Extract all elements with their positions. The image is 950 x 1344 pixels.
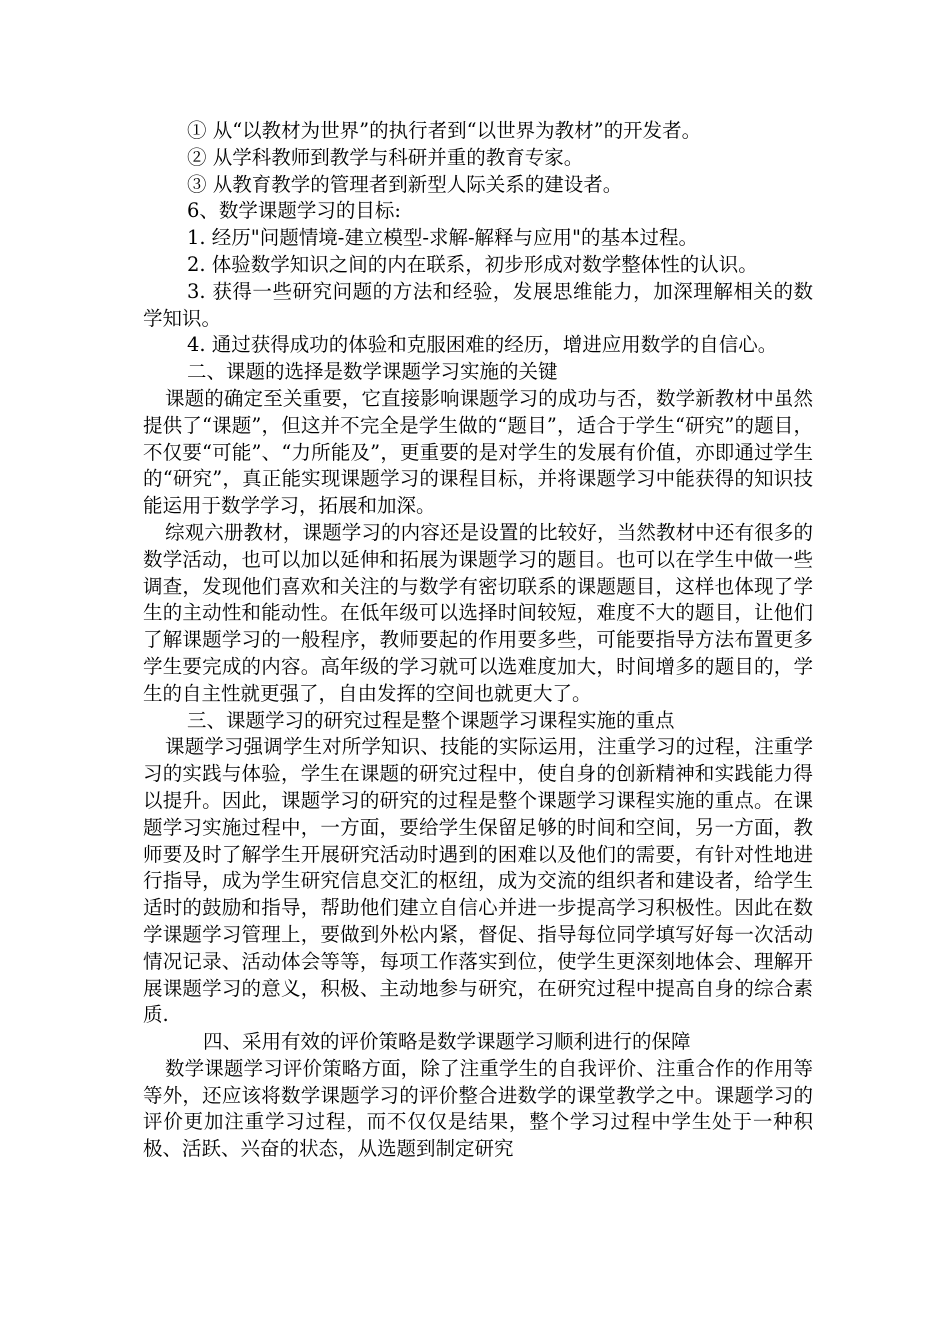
- role-item-2: ② 从学科教师到教学与科研并重的教育专家。: [187, 145, 584, 169]
- goal-item-3: 3. 获得一些研究问题的方法和经验，发展思维能力，加深理解相关的数学知识。: [143, 279, 813, 330]
- paragraph-2b: 综观六册教材，课题学习的内容还是设置的比较好，当然教材中还有很多的数学活动，也可以加以延伸和拓展为课题学习的题目。也可以在学生中做一些调查，发现他们喜欢和关注的与数学有密切联系的课题题目，这样也体现了学生的主动性和能动性。在低年级可以选择时间较短，难度不大的题目，让他们了解课题学习的一般程序，教师要起的作用要多些，可能要指导方法布置更多学生要完成的内容。高年级的学习就可以选难度加大，时间增多的题目的，学生的自主性就更强了，自由发挥的空间也就更大了。: [143, 520, 813, 705]
- goal-item-4: 4. 通过获得成功的体验和克服困难的经历，增进应用数学的自信心。: [187, 333, 778, 357]
- section-6-title: 6、数学课题学习的目标:: [187, 199, 401, 223]
- paragraph-3: 课题学习强调学生对所学知识、技能的实际运用，注重学习的过程，注重学习的实践与体验，学生在课题的研究过程中，使自身的创新精神和实践能力得以提升。因此，课题学习的研究的过程是整个课题学习课程实施的重点。在课题学习实施过程中，一方面，要给学生保留足够的时间和空间，另一方面，教师要及时了解学生开展研究活动时遇到的困难以及他们的需要，有针对性地进行指导，成为学生研究信息交汇的枢纽，成为交流的组织者和建设者，给学生适时的鼓励和指导，帮助他们建立自信心并进一步提高学习积极性。因此在数学课题学习管理上，要做到外松内紧，督促、指导每位同学填写好每一次活动情况记录、活动体会等等，每项工作落实到位，使学生更深刻地体会、理解开展课题学习的意义，积极、主动地参与研究，在研究过程中提高自身的综合素质.: [143, 735, 813, 1027]
- section-heading-3: 三、课题学习的研究过程是整个课题学习课程实施的重点: [187, 708, 675, 732]
- goal-item-2: 2. 体验数学知识之间的内在联系，初步形成对数学整体性的认识。: [187, 252, 758, 276]
- section-heading-4: 四、采用有效的评价策略是数学课题学习顺利进行的保障: [203, 1030, 691, 1054]
- goal-item-1: 1. 经历"问题情境-建立模型-求解-解释与应用"的基本过程。: [187, 226, 699, 250]
- section-heading-2: 二、课题的选择是数学课题学习实施的关键: [187, 360, 558, 384]
- role-item-3: ③ 从教育教学的管理者到新型人际关系的建设者。: [187, 172, 623, 196]
- paragraph-2a: 课题的确定至关重要，它直接影响课题学习的成功与否，数学新教材中虽然提供了“课题”，但这并不完全是学生做的“题目”，适合于学生“研究”的题目，不仅要“可能”、“力所能及”，更重要的是对学生的发展有价值，亦即通过学生的“研究”，真正能实现课题学习的课程目标，并将课题学习中能获得的知识技能运用于数学学习，拓展和加深。: [143, 386, 813, 518]
- paragraph-4: 数学课题学习评价策略方面，除了注重学生的自我评价、注重合作的作用等等外，还应该将数学课题学习的评价整合进数学的课堂教学之中。课题学习的评价更加注重学习过程，而不仅仅是结果，整个学习过程中学生处于一种积极、活跃、兴奋的状态，从选题到制定研究: [143, 1056, 813, 1161]
- role-item-1: ① 从“以教材为世界”的执行者到“以世界为教材”的开发者。: [187, 119, 702, 142]
- document-page: [143, 118, 813, 1163]
